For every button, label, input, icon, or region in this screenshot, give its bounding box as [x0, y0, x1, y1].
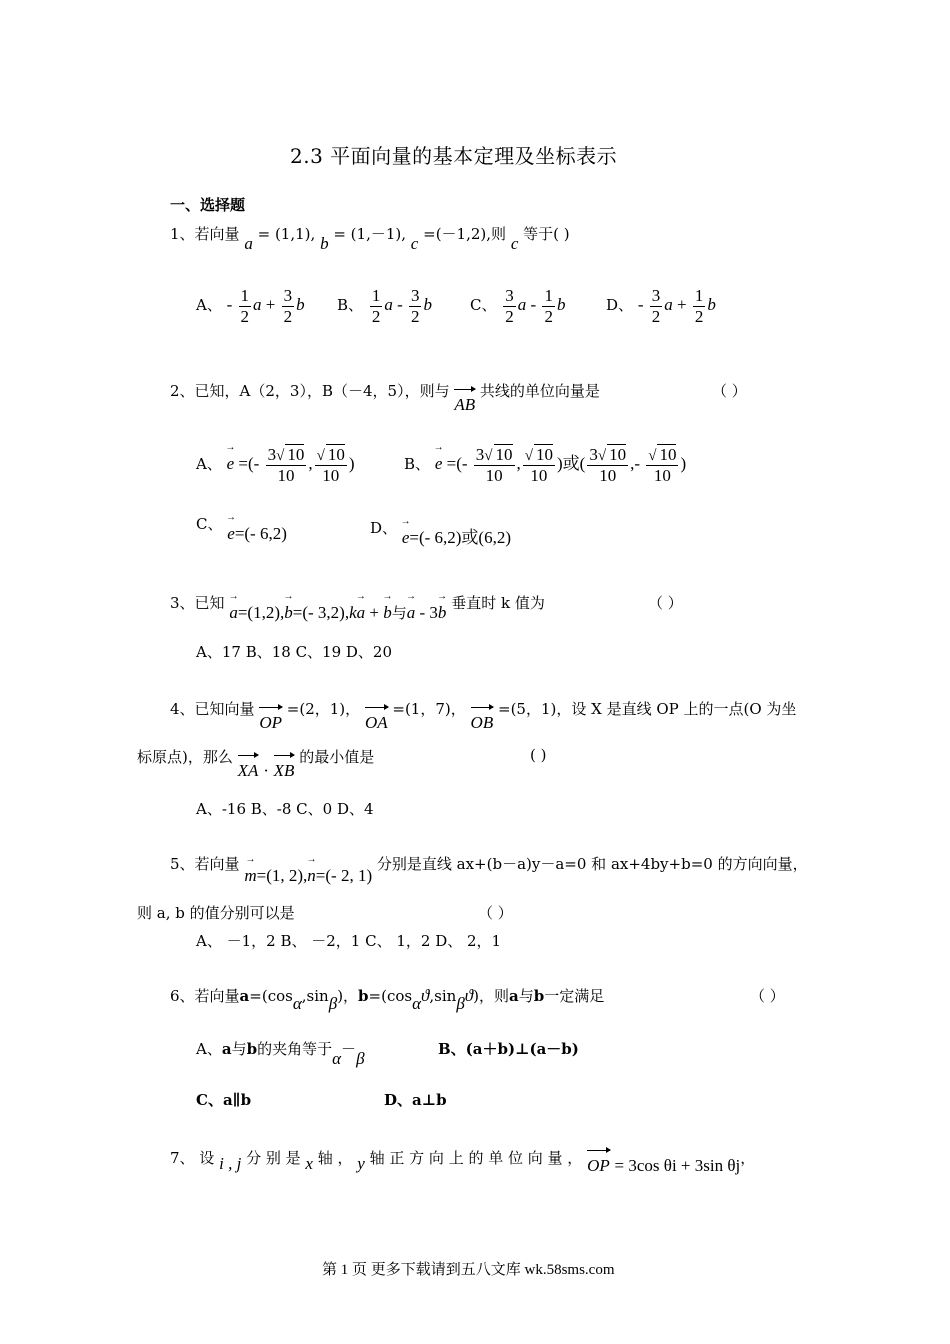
- question-4-line2: 标原点)，那么 XA · XB 的最小值是: [137, 748, 375, 780]
- q3-suffix: 垂直时 k 值为: [451, 594, 545, 612]
- q5-options: A、 －1，2 B、 －2，1 C、 1，2 D、 2，1: [196, 932, 502, 950]
- q1-suffix: 等于( ): [523, 225, 570, 243]
- q4-vector-op: OP: [259, 713, 282, 732]
- q2-option-b: B、 → e =(- $\frac{3√ 10}{10}$ , $\frac{√ 10}{10}$ )或( $\frac{3√ 10}{10}$ ,- $\frac{√ 10}{10}$ ): [404, 444, 686, 486]
- q6-option-a-vec-b: b: [246, 1040, 258, 1058]
- q1-b-value: = (1,－1),: [333, 225, 407, 243]
- question-7-stem: [170, 1147, 756, 1175]
- q2-prefix: 2、已知，A（2，3），B（－4，5），则与: [170, 382, 450, 400]
- q6-symbol-2: ϑ: [464, 986, 474, 1005]
- q3-b-value: =(- 3,2),: [292, 603, 350, 622]
- q6-option-a-mid: 与: [231, 1040, 247, 1058]
- q1-vector-b: b: [320, 234, 329, 253]
- q2-vector-ab: AB: [454, 395, 476, 414]
- q1-a-value: = (1,1),: [257, 225, 316, 243]
- q6-option-a: [196, 1038, 365, 1068]
- q6-option-b: B、(a＋b)⊥(a－b): [438, 1040, 579, 1058]
- q1-c-value: =(－1,2),则: [423, 225, 507, 243]
- q1-option-a: A、 - $\frac{1}{2}$ a + $\frac{3}{2}$ b: [196, 286, 305, 326]
- question-5-stem: 5、若向量 → m=(1, 2),→ n=(- 2, 1) 分别是直线 ax+(b－a)y－a=0 和 ax+4by+b=0 的方向向量，: [170, 853, 808, 874]
- q6-answer-paren: （ ）: [750, 987, 785, 1005]
- q5-suffix: 分别是直线 ax+(b－a)y－a=0 和 ax+4by+b=0 的方向向量，: [376, 855, 808, 873]
- q2-option-d: D、 → e=(- 6,2)或(6,2): [370, 513, 511, 538]
- q7-vector-op: OP: [587, 1156, 610, 1175]
- question-3-stem: 3、已知 → a=(1,2),→ b=(- 3,2),k→ a + → b与→ a - 3→ b 垂直时 k 值为: [170, 592, 545, 613]
- question-2-stem: [170, 380, 600, 414]
- q2-option-c: C、 → e=(- 6,2): [196, 513, 287, 534]
- q7-ij: i , j: [219, 1154, 242, 1173]
- q1-option-a-label: A、: [196, 296, 222, 315]
- q4-vector-ob: OB: [470, 713, 494, 732]
- q6-option-d: D、a⊥b: [384, 1091, 447, 1109]
- q2-option-a-label: A、: [196, 454, 222, 473]
- q2-option-d-label: D、: [370, 519, 398, 537]
- q3-a-value: =(1,2),: [237, 603, 285, 622]
- q6-option-a-mid2: 的夹角等于: [257, 1040, 333, 1058]
- q7-expr: = 3cos θi + 3sin θj: [614, 1156, 741, 1175]
- q6-alpha-2: α: [412, 994, 422, 1013]
- q7-comma: ，: [740, 1149, 756, 1167]
- question-4-stem: [170, 698, 797, 732]
- q6-sin-1: ,sin: [301, 987, 329, 1005]
- q7-x-axis: x: [305, 1154, 313, 1173]
- q1-option-b: B、 $\frac{1}{2}$ a - $\frac{3}{2}$ b: [337, 286, 432, 326]
- q4-vector-xa: XA: [237, 761, 259, 780]
- q3-options: A、17 B、18 C、19 D、20: [196, 643, 393, 661]
- q6-vector-b: b: [358, 987, 369, 1005]
- q6-tail2: 与: [518, 987, 534, 1005]
- q6-option-a-vec-a: a: [221, 1040, 232, 1058]
- q6-option-c: C、a∥b: [196, 1091, 252, 1109]
- q7-y-axis: y: [357, 1154, 365, 1173]
- q2-option-b-label: B、: [404, 454, 431, 473]
- q7-mid2: 轴 ，: [317, 1149, 353, 1167]
- q4-line2-prefix: 标原点)，那么: [137, 748, 233, 766]
- q4-op-value: =(2，1)，: [286, 700, 361, 718]
- q4-options: A、-16 B、-8 C、0 D、4: [196, 800, 374, 818]
- q6-a-value: =(cos: [249, 987, 293, 1005]
- q5-answer-paren: （ ）: [478, 904, 513, 922]
- q6-option-a-alpha: α: [332, 1049, 342, 1068]
- q6-tail: )，则: [473, 987, 509, 1005]
- q6-beta-1: β: [328, 994, 338, 1013]
- q6-sin-2: ,sin: [429, 987, 457, 1005]
- q1-option-d: D、 - $\frac{3}{2}$ a + $\frac{1}{2}$ b: [606, 286, 716, 326]
- q2-option-c-label: C、: [196, 515, 223, 533]
- q1-prefix: 1、若向量: [170, 225, 240, 243]
- q3-answer-paren: （ ）: [648, 594, 683, 612]
- q6-prefix: 6、若向量: [170, 987, 240, 1005]
- q6-b-value: =(cos: [368, 987, 413, 1005]
- q6-vector-a-2: a: [509, 987, 519, 1005]
- section-heading: 一、选择题: [170, 196, 246, 214]
- q6-option-a-minus: －: [341, 1040, 357, 1058]
- q2-option-a: A、 → e =(- $\frac{3√ 10}{10}$ , $\frac{√ 10}{10}$ ): [196, 444, 354, 486]
- q5-prefix: 5、若向量: [170, 855, 240, 873]
- q7-prefix: 7、 设: [170, 1149, 215, 1167]
- q4-ob-value: =(5，1)，设 X 是直线 OP 上的一点(O 为坐: [498, 700, 797, 718]
- q2-option-c-expr: =(- 6,2): [234, 524, 287, 543]
- q1-vector-a: a: [244, 234, 253, 253]
- page-title: 2.3 平面向量的基本定理及坐标表示: [290, 144, 618, 168]
- q1-option-d-label: D、: [606, 296, 634, 315]
- q4-prefix: 4、已知向量: [170, 700, 255, 718]
- q5-n-value: =(- 2, 1): [315, 866, 373, 885]
- q5-m-value: =(1, 2),: [256, 866, 308, 885]
- q1-vector-c: c: [410, 234, 419, 253]
- q6-option-a-beta: β: [356, 1049, 365, 1068]
- question-5-line2: 则 a, b 的值分别可以是: [137, 904, 295, 922]
- question-6-stem: 6、若向量a=(cosα,sinβ)，b=(cosαϑ,sinβϑ)，则a与b一定满足: [170, 986, 605, 1013]
- q6-option-a-label: A、: [196, 1040, 222, 1058]
- q4-vector-xb: XB: [273, 761, 295, 780]
- q1-vector-c2: c: [510, 234, 519, 253]
- q2-answer-paren: （ ）: [712, 382, 747, 400]
- q2-suffix: 共线的单位向量是: [479, 382, 600, 400]
- q6-tail3: 一定满足: [544, 987, 605, 1005]
- q7-mid3: 轴 正 方 向 上 的 单 位 向 量 ，: [369, 1149, 583, 1167]
- q1-option-c-label: C、: [470, 296, 497, 315]
- q4-line2-suffix: 的最小值是: [299, 748, 375, 766]
- question-1-stem: [170, 223, 570, 253]
- q2-option-d-expr: =(- 6,2)或(6,2): [409, 528, 512, 547]
- q3-prefix: 3、已知: [170, 594, 225, 612]
- q6-symbol-1: ϑ: [421, 986, 430, 1005]
- q6-vector-b-2: b: [533, 987, 545, 1005]
- page-footer: 第 1 页 更多下载请到五八文库 wk.58sms.com: [322, 1262, 615, 1278]
- q6-vector-a: a: [239, 987, 250, 1005]
- q1-option-c: C、 $\frac{3}{2}$ a - $\frac{1}{2}$ b: [470, 286, 566, 326]
- q7-mid1: 分 别 是: [246, 1149, 301, 1167]
- q6-alpha-1: α: [292, 994, 302, 1013]
- q4-oa-value: =(1，7)，: [392, 700, 466, 718]
- q1-option-b-label: B、: [337, 296, 364, 315]
- q4-vector-oa: OA: [364, 713, 388, 732]
- q4-answer-paren: ( ): [530, 746, 547, 764]
- q6-beta-2: β: [456, 994, 465, 1013]
